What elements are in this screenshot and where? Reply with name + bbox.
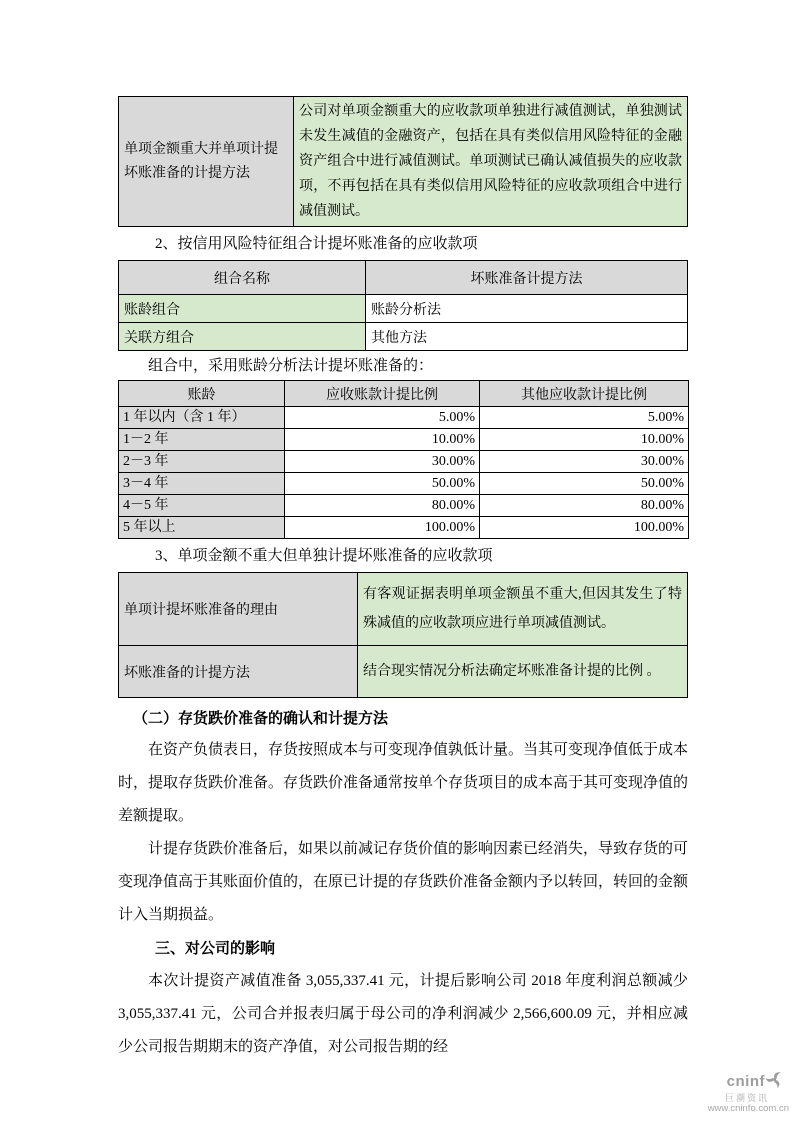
cninfo-url-text: www.cninfo.com.cn [707,1103,789,1115]
ar-ratio-cell: 30.00% [285,451,480,473]
paragraph-impact-1: 本次计提资产减值准备 3,055,337.41 元，计提后影响公司 2018 年度利润总额减少 3,055,337.41 元，公司合并报表归属于母公司的净利润减少 2,566,600.09 元，并相应减少公司报告期期末的资产净值，对公司报告期的经 [118,973,688,1055]
table-row [119,429,689,451]
method-label-cell: 坏账准备的计提方法 [119,646,358,698]
other-ratio-cell: 10.00% [480,429,689,451]
other-ratio-cell: 5.00% [480,407,689,429]
ar-ratio-cell: 5.00% [285,407,480,429]
section-heading-credit-risk-portfolio: 2、按信用风险特征组合计提坏账准备的应收款项 [155,236,478,252]
other-ratio-cell: 100.00% [480,517,689,539]
significant-receivables-table [118,96,688,227]
table-row [119,451,689,473]
section-heading-individual-non-significant: 3、单项金额不重大但单独计提坏账准备的应收款项 [155,548,493,564]
cninfo-logo [699,1071,789,1115]
ar-ratio-cell: 10.00% [285,429,480,451]
method-label-cell: 单项金额重大并单项计提坏账准备的计提方法 [119,97,294,227]
ar-ratio-cell: 100.00% [285,517,480,539]
table-row [119,646,688,698]
cninfo-brand-row [727,1071,783,1093]
ar-ratio-cell: 50.00% [285,473,480,495]
reason-label-cell: 单项计提坏账准备的理由 [119,573,358,646]
provision-method-cell: 账龄分析法 [366,295,688,323]
table-row [119,517,689,539]
reason-value-cell: 有客观证据表明单项金额虽不重大,但因其发生了特殊减值的应收款项应进行单项减值测试。 [358,573,688,646]
cninfo-brand-text: cninf [726,1072,765,1090]
other-ratio-cell: 80.00% [480,495,689,517]
method-value-cell: 公司对单项金额重大的应收款项单独进行减值测试，单独测试未发生减值的金融资产，包括在具有类似信用风险特征的金融资产组合中进行减值测试。单项测试已确认减值损失的应收款项，不再包括在具有类似信用风险特征的应收款项组合中进行减值测试。 [294,97,688,227]
method-value-cell: 结合现实情况分析法确定坏账准备计提的比例 。 [358,646,688,698]
portfolio-table [118,260,688,351]
cninfo-chinese-name: 巨潮资讯 [724,1092,769,1103]
ar-ratio-header-cell: 应收账款计提比例 [285,381,480,407]
table-header-row [119,381,689,407]
table-row [119,295,688,323]
table-row [119,97,688,227]
table-row [119,495,689,517]
portfolio-name-cell: 关联方组合 [119,323,366,351]
provision-method-header-cell: 坏账准备计提方法 [366,261,688,295]
aging-bucket-cell: 3－4 年 [119,473,285,495]
aging-bucket-cell: 5 年以上 [119,517,285,539]
aging-bucket-cell: 1 年以内（含 1 年） [119,407,285,429]
table-row [119,323,688,351]
table-row [119,407,689,429]
portfolio-name-header-cell: 组合名称 [119,261,366,295]
document-content [118,96,688,1064]
section-heading-company-impact: 三、对公司的影响 [155,941,276,957]
individual-provision-table [118,572,688,698]
table-row [119,473,689,495]
aging-analysis-table [118,380,689,539]
portfolio-name-cell: 账龄组合 [119,295,366,323]
table-header-row [119,261,688,295]
aging-header-cell: 账龄 [119,381,285,407]
cninfo-swirl-icon [766,1071,783,1093]
section-heading-inventory-provision: （二）存货跌价准备的确认和计提方法 [133,711,389,727]
paragraph-inventory-2: 计提存货跌价准备后，如果以前减记存货价值的影响因素已经消失，导致存货的可变现净值高于其账面价值的，在原已计提的存货跌价准备金额内予以转回，转回的金额计入当期损益。 [118,841,689,923]
aging-bucket-cell: 2－3 年 [119,451,285,473]
provision-method-cell: 其他方法 [366,323,688,351]
aging-bucket-cell: 4－5 年 [119,495,285,517]
other-ratio-cell: 30.00% [480,451,689,473]
table-row [119,573,688,646]
paragraph-inventory-1: 在资产负债表日，存货按照成本与可变现净值孰低计量。当其可变现净值低于成本时，提取存货跌价准备。存货跌价准备通常按单个存货项目的成本高于其可变现净值的差额提取。 [118,742,689,824]
aging-bucket-cell: 1－2 年 [119,429,285,451]
ar-ratio-cell: 80.00% [285,495,480,517]
other-ratio-cell: 50.00% [480,473,689,495]
aging-intro-text: 组合中，采用账龄分析法计提坏账准备的： [148,358,434,374]
other-ratio-header-cell: 其他应收款计提比例 [480,381,689,407]
